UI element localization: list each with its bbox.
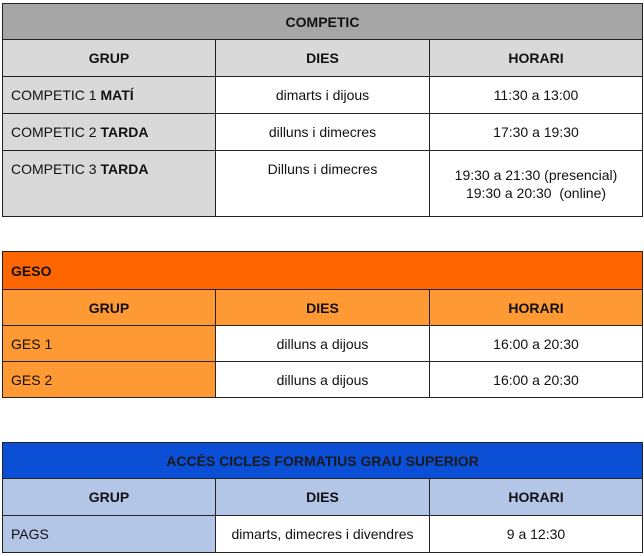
column-header-grup: GRUP [3, 40, 216, 77]
group-cell: GES 2 [3, 362, 216, 398]
schedule-cell [430, 77, 643, 114]
days-cell: dilluns a dijous [216, 326, 430, 362]
schedule-cell: 9 a 12:30 [430, 516, 643, 553]
group-name: COMPETIC 2 [11, 124, 101, 140]
schedule-cell [430, 114, 643, 151]
group-shift: TARDA [100, 124, 149, 140]
column-header-dies: DIES [216, 479, 430, 516]
days-cell: dimarts, dimecres i divendres [216, 516, 430, 553]
table-row [3, 114, 643, 151]
table-row [3, 326, 643, 362]
column-header-horari: HORARI [430, 40, 643, 77]
table-title: COMPETIC [3, 4, 643, 40]
schedule-cell: 16:00 a 20:30 [430, 326, 643, 362]
days-cell: dilluns a dijous [216, 362, 430, 398]
table-title: ACCÉS CICLES FORMATIUS GRAU SUPERIOR [3, 443, 643, 479]
schedule-cell [430, 151, 643, 217]
days-cell: Dilluns i dimecres [216, 151, 430, 217]
schedule-line: 19:30 a 21:30 (presencial) [454, 166, 618, 183]
table-row [3, 151, 643, 217]
table-row [3, 516, 643, 553]
schedule-cell: 16:00 a 20:30 [430, 362, 643, 398]
competic-table [2, 3, 643, 217]
group-shift: TARDA [100, 161, 149, 177]
days-cell: dimarts i dijous [216, 77, 430, 114]
schedule-line: 11:30 a 13:00 [493, 87, 579, 103]
group-cell: PAGS [3, 516, 216, 553]
group-cell [3, 114, 216, 151]
table-title: GESO [3, 252, 643, 290]
group-cell [3, 151, 216, 217]
schedule-line: 17:30 a 19:30 [493, 124, 579, 140]
table-row [3, 362, 643, 398]
group-cell [3, 77, 216, 114]
acces-cicles-table [2, 442, 643, 553]
column-header-horari: HORARI [430, 479, 643, 516]
geso-table [2, 251, 643, 398]
column-header-grup: GRUP [3, 479, 216, 516]
column-header-dies: DIES [216, 290, 430, 326]
column-header-horari: HORARI [430, 290, 643, 326]
table-row [3, 77, 643, 114]
schedule-line: 19:30 a 20:30 (online) [465, 184, 607, 201]
group-name: COMPETIC 1 [11, 87, 101, 103]
group-name: COMPETIC 3 [11, 161, 101, 177]
days-cell: dilluns i dimecres [216, 114, 430, 151]
group-cell: GES 1 [3, 326, 216, 362]
group-shift: MATÍ [100, 87, 134, 103]
column-header-grup: GRUP [3, 290, 216, 326]
column-header-dies: DIES [216, 40, 430, 77]
